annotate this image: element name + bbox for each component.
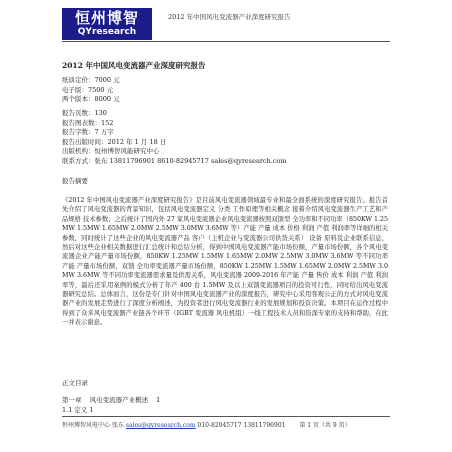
toc-chapter-1[interactable] [62, 395, 166, 404]
logo-chinese-text: 恒州博智 [74, 9, 139, 27]
toc-chapter-page: 1 [156, 396, 161, 404]
detail-contact: 联系方式：张东 13811796901 8610-82945717 sales@qyresearch.com [62, 156, 287, 165]
company-logo [62, 8, 152, 40]
price-electronic: 电子版：7500 元 [62, 85, 114, 94]
footer-divider [62, 416, 390, 417]
page-footer [62, 420, 351, 429]
detail-pages: 报告页数：130 [62, 109, 107, 117]
header-title: 2012 年中国风电变流器产业深度研究报告 [168, 13, 291, 21]
footer-contact-name: 张东 [111, 422, 124, 429]
report-details [62, 109, 287, 166]
price-list [62, 76, 120, 105]
abstract-paragraph: 《2012 年中国风电变流器产业深度研究报告》是目前风电变流器领域最专业和最全面系统的深度研究报告。报告首先介绍了风电变流器的背景知识，包括风电变流器定义 分类 工作原理等相关概念 接着介绍风电变流器生产工艺和产品规格 技术参数；之后统计了国内外 27 家风电变流器企业风电变流器按照双馈型 全功率和不同功率（850KW 1.25MW 1.5MW 1.65MW 2.0MW 2.5MW 3.0MW 3.6MW 等）产能 产量 成本 价格 利润 产值 利润率等详细的相关参数，同时统计了这些企业的风电变流器产品 客户（主机企业与变流器公司供货关系） 设备 原料及企业联系信息，然后对这些企业相关数据进行汇总统计和总结分析，得到中国风电变流器产能市场份额，产量市场份额，各个风电变流器企业产能产量市场份额，850KW 1.25MW 1.5MW 1.65MW 2.0MW 2.5MW 3.0MW 3.6MW 等不同功率产能 产量市场份额，双馈 全功率变流器产量市场份额，850KW 1.25MW 1.5MW 1.65MW 2.0MW 2.5MW 3.0MW 3.6MW 等不同功率变流器需求量及供需关系，风电变流器 2009-2016 年产能 产量 售价 成本 利润 产值 利润率等，最后还采用案例的模式分析了年产 400 台 1.5MW 及以上双馈变流器项目的投资可行性，同时给出风电变流器研究总结。总体而言，这份是专门针对中国风电变流器产业的深度报告，研究中心采用客观公正的方式对风电变流器产业的发展走势进行了深度分析阐述，为投资者进行风电变流器行业的发展规划和投资决策。本项目在运作过程中得到了众多风电变流器产业链各个环节（IGBT 变流器 风电机组）一线工程技术人员和资深专家的支持和帮助，在此一并表示谢意。 [62, 197, 388, 327]
detail-words: 报告字数：7 万字 [62, 128, 114, 136]
footer-email-link[interactable]: sales@qyresearch.com [125, 422, 196, 429]
footer-page-number: 第 1 页（共 9 页） [299, 422, 351, 429]
toc-chapter-title: 风电变流器产业概述 [89, 396, 149, 404]
footer-phones: 010-82945717 13811796901 [197, 422, 286, 429]
report-title: 2012 年中国风电变流器产业深度研究报告 [62, 61, 206, 70]
price-both: 两个版本：8000 元 [62, 95, 120, 103]
logo-english-text: QYresearch [77, 27, 137, 37]
toc-chapter-number: 第一章 [62, 396, 82, 404]
abstract-heading: 报告摘要 [62, 177, 88, 185]
footer-org: 恒州博智风电中心 [62, 422, 111, 429]
detail-publisher: 出版机构：恒州博智风能研究中心 [62, 147, 160, 155]
detail-charts: 报告图表数：152 [62, 118, 114, 127]
price-print: 纸质定价：7000 元 [62, 76, 120, 84]
toc-section-1-1[interactable]: 1.1 定义 1 [62, 406, 94, 414]
header-divider [62, 41, 390, 42]
detail-publish-date: 报告出版时间：2012 年 1 月 18 日 [62, 137, 167, 146]
toc-heading: 正文目录 [62, 379, 88, 387]
